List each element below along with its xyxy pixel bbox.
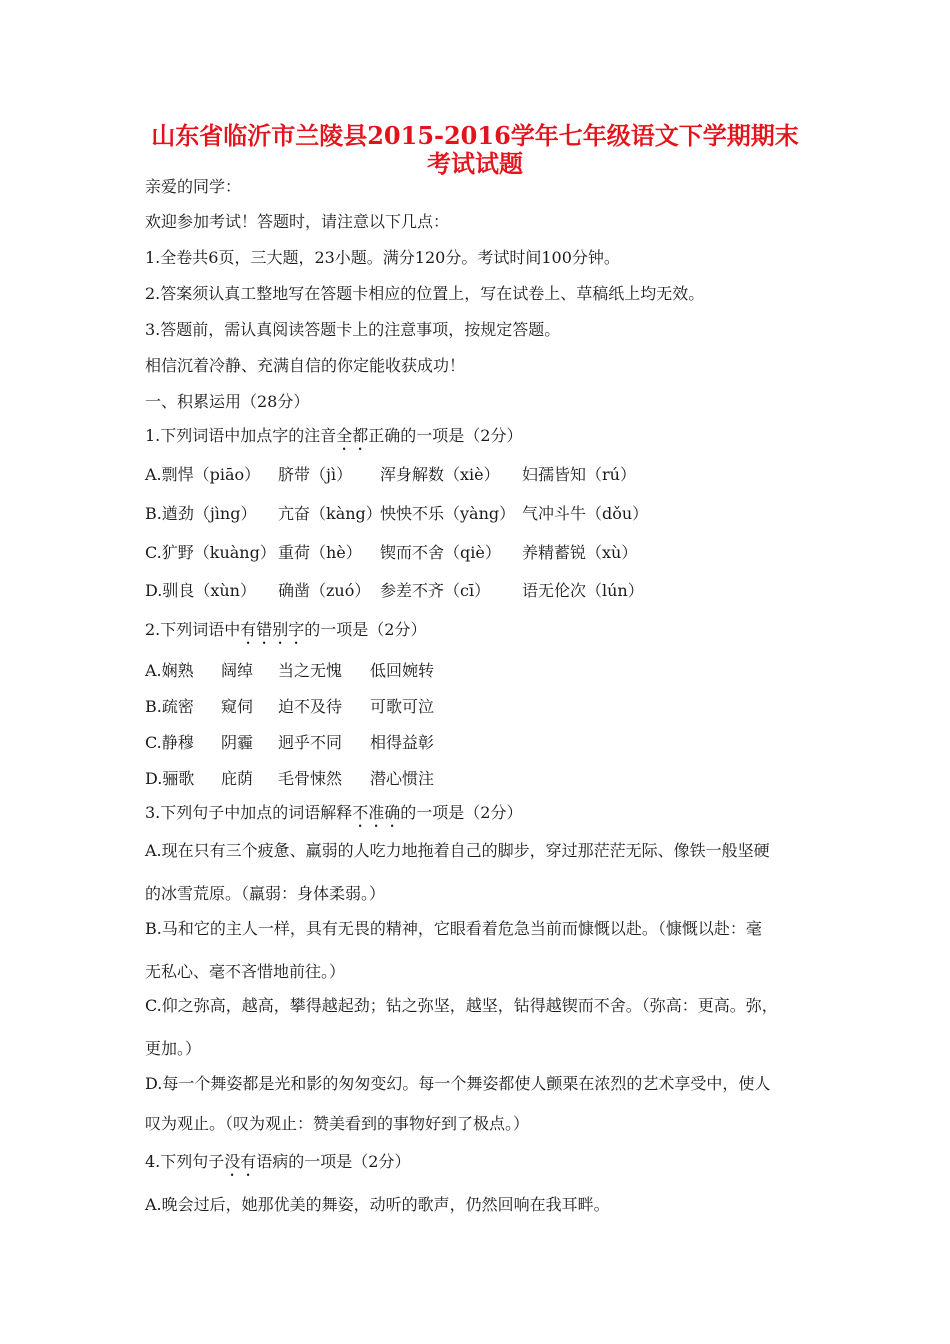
q1-b-item-1: B.遒劲（jìng） — [145, 504, 257, 523]
q1-a-item-1: A.剽悍（piāo） — [145, 465, 261, 484]
exam-title: 山东省临沂市兰陵县2015-2016学年七年级语文下学期期末考试试题 — [151, 121, 799, 178]
note-3: 3.答题前，需认真阅读答题卡上的注意事项，按规定答题。 — [145, 320, 561, 339]
q2-d-item-3: 毛骨悚然 — [278, 769, 343, 788]
question-3-stem: 3.下列句子中加点的词语解释不准确的一项是（2分） — [145, 803, 523, 822]
section-heading: 一、积累运用（28分） — [145, 392, 310, 411]
q1-a-item-2: 脐带（jì） — [278, 465, 353, 484]
q2-b-item-3: 迫不及待 — [278, 697, 343, 716]
q1-a-item-3: 浑身解数（xiè） — [380, 465, 500, 484]
q2-c-item-4: 相得益彰 — [370, 733, 435, 752]
q2-c-item-2: 阴霾 — [221, 733, 254, 752]
q1-d-item-3: 参差不齐（cī） — [380, 581, 491, 600]
q2-c-item-1: C.静穆 — [145, 733, 194, 752]
note-1: 1.全卷共6页，三大题，23小题。满分120分。考试时间100分钟。 — [145, 248, 620, 267]
q3-option-a-line-1: A.现在只有三个疲惫、羸弱的人吃力地拖着自己的脚步，穿过那茫茫无际、像铁一般坚硬 — [145, 841, 770, 860]
q2-d-item-4: 潜心惯注 — [370, 769, 435, 788]
question-4-stem: 4.下列句子没有语病的一项是（2分） — [145, 1152, 411, 1171]
q3-option-d-line-2: 叹为观止。（叹为观止：赞美看到的事物好到了极点。） — [145, 1114, 530, 1133]
q3-option-c-line-2: 更加。） — [145, 1039, 202, 1058]
q1-c-item-4: 养精蓄锐（xù） — [522, 543, 638, 562]
q2-a-item-1: A.娴熟 — [145, 661, 194, 680]
q2-d-item-1: D.骊歌 — [145, 769, 195, 788]
q3-option-d-line-1: D.每一个舞姿都是光和影的匆匆变幻。每一个舞姿都使人颤栗在浓烈的艺术享受中，使人 — [145, 1074, 771, 1093]
q3-option-b-line-1: B.马和它的主人一样，具有无畏的精神，它眼看着危急当前而慷慨以赴。（慷慨以赴：毫 — [145, 919, 762, 938]
q1-a-item-4: 妇孺皆知（rú） — [522, 465, 636, 484]
q2-a-item-3: 当之无愧 — [278, 661, 343, 680]
q1-b-item-4: 气冲斗牛（dǒu） — [522, 504, 649, 523]
q2-b-item-1: B.疏密 — [145, 697, 194, 716]
q2-a-item-4: 低回婉转 — [370, 661, 435, 680]
q2-a-item-2: 阔绰 — [221, 661, 254, 680]
q1-d-item-2: 确凿（zuó） — [278, 581, 371, 600]
q2-c-item-3: 迥乎不同 — [278, 733, 343, 752]
q1-c-item-1: C.犷野（kuàng） — [145, 543, 276, 562]
question-1-stem: 1.下列词语中加点字的注音全都正确的一项是（2分） — [145, 426, 523, 445]
q2-d-item-2: 庇荫 — [221, 769, 254, 788]
q3-option-c-line-1: C.仰之弥高，越高，攀得越起劲；钻之弥坚，越坚，钻得越锲而不舍。（弥高：更高。弥， — [145, 996, 778, 1015]
q1-b-item-3: 怏怏不乐（yàng） — [380, 504, 516, 523]
q1-c-item-2: 重荷（hè） — [278, 543, 362, 562]
q3-option-a-line-2: 的冰雪荒原。（羸弱：身体柔弱。） — [145, 884, 386, 903]
q4-option-a: A.晚会过后，她那优美的舞姿，动听的歌声，仍然回响在我耳畔。 — [145, 1195, 610, 1214]
q1-b-item-2: 亢奋（kàng） — [278, 504, 382, 523]
q2-b-item-2: 窥伺 — [221, 697, 254, 716]
encouragement: 相信沉着冷静、充满自信的你定能收获成功！ — [145, 356, 466, 375]
q2-b-item-4: 可歌可泣 — [370, 697, 435, 716]
q3-option-b-line-2: 无私心、毫不吝惜地前往。） — [145, 962, 346, 981]
greeting: 亲爱的同学： — [145, 177, 242, 196]
question-2-stem: 2.下列词语中有错别字的一项是（2分） — [145, 620, 427, 639]
q1-d-item-1: D.驯良（xùn） — [145, 581, 256, 600]
note-2: 2.答案须认真工整地写在答题卡相应的位置上，写在试卷上、草稿纸上均无效。 — [145, 284, 705, 303]
q1-d-item-4: 语无伦次（lún） — [522, 581, 644, 600]
welcome-text: 欢迎参加考试！答题时，请注意以下几点： — [145, 212, 450, 231]
q1-c-item-3: 锲而不舍（qiè） — [380, 543, 501, 562]
